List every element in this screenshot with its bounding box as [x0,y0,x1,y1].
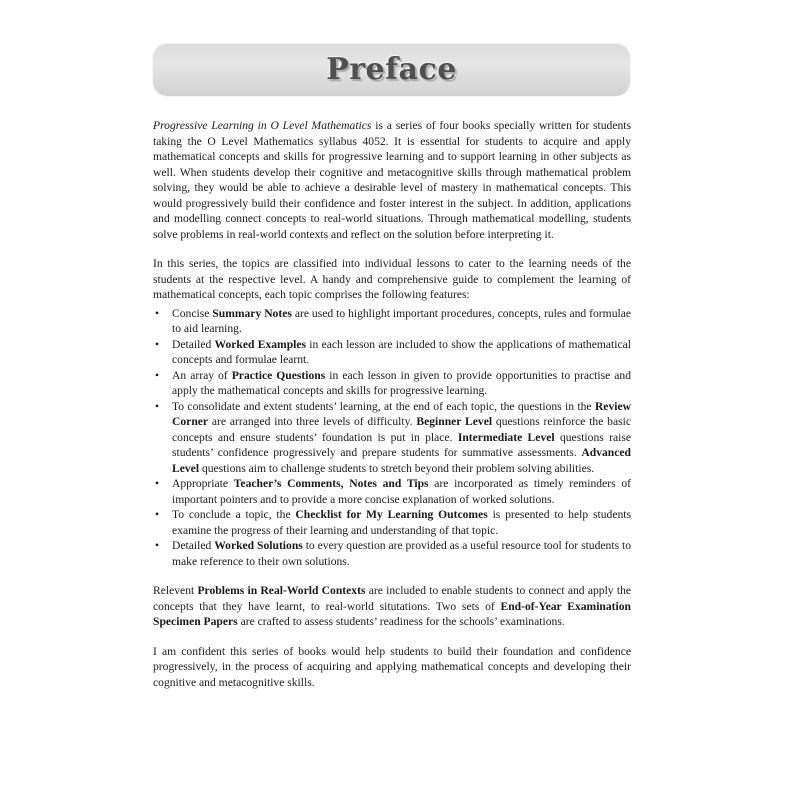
paragraph-text: are included to enable students to connect and apply the concepts that they have learnt, to real-world situtations. Two sets of [153,584,632,613]
feature-bold: Worked Solutions [214,539,303,552]
feature-text: to every question are provided as a useful resource tool for students to make reference to their own solutions. [172,539,632,568]
paragraph-text: Relevent [153,584,198,597]
list-item [153,368,631,399]
feature-text: in each lesson in given to provide opportunities to practise and apply the mathematical concepts and skills for progressive learning. [172,368,631,397]
intro-text: is a series of four books specially written for students taking the O Level Mathematics syllabus 4052. It is essential for students to acquire and apply mathematical concepts and skills for progressive learning and to support learning in other subjects as well. When students develop their cognitive and metacognitive skills through mathematical problem solving, they would be able to achieve a desirable level of mastery in mathematical concepts. This would progressively build their confidence and foster interest in the subject. In addition, applications and modelling connect concepts to real-world situations. Through mathematical modelling, students solve problems in real-world contexts and reflect on the solution before interpreting it. [153,119,632,241]
feature-bold: Checklist for My Learning Outcomes [295,508,488,521]
feature-text: To conclude a topic, the [172,508,296,521]
paragraph-bold: End-of-Year Examination Specimen Papers [153,599,631,628]
feature-text: questions reinforce the basic concepts and ensure students’ foundation is put in place. [172,415,632,444]
feature-text: are used to highlight important procedures, concepts, rules and formulae to aid learning. [172,306,631,335]
feature-bold: Worked Examples [214,337,307,351]
list-item [153,306,631,337]
feature-bold: Teacher’s Comments, Notes and Tips [233,477,429,490]
feature-text: Concise [172,306,213,320]
feature-text: Detailed [172,337,215,351]
list-item [153,538,631,569]
feature-bold: Beginner Level [416,415,493,428]
title-banner [153,43,630,95]
feature-bold: Summary Notes [212,306,292,320]
real-world-paragraph [153,583,631,630]
feature-text: An array of [172,368,232,382]
book-title: Progressive Learning in O Level Mathematics [153,119,372,132]
paragraph-text: are crafted to assess students’ readiness for the schools’ examinations. [237,615,565,628]
feature-text: To consolidate and extent students’ learning, at the end of each topic, the questions in the [172,399,595,413]
list-item [153,337,631,368]
feature-text: Appropriate [172,477,234,490]
feature-text: are incorporated as timely reminders of important pointers and to provide a more concise explanation of worked solutions. [172,477,631,506]
series-paragraph: In this series, the topics are classified into individual lessons to cater to the learning needs of the students at the respective level. A handy and comprehensive guide to complement the learning of mathematical concepts, each topic comprises the following features: [153,257,631,301]
list-item [153,507,631,538]
list-item [153,399,631,477]
feature-text: questions aim to challenge students to stretch beyond their problem solving abilities. [199,461,595,475]
paragraph-bold: Problems in Real-World Contexts [197,584,366,597]
feature-bold: Review Corner [172,399,631,428]
feature-bold: Intermediate Level [457,430,555,444]
feature-text: Detailed [172,539,215,552]
list-item [153,476,631,507]
feature-text: questions raise students’ confidence progressively and prepare students for summative assessments. [172,430,631,459]
intro-paragraph [153,118,631,242]
feature-bold: Advanced Level [172,446,631,475]
feature-text: in each lesson are included to show the applications of mathematical concepts and formulae learnt. [172,337,631,366]
feature-text: is presented to help students examine the progress of their learning and understanding of that topic. [172,508,631,537]
closing-paragraph: I am confident this series of books would help students to build their foundation and confidence progressively, in the process of acquiring and applying mathematical concepts and developing their cognitive and metacognitive skills. [153,644,631,689]
preface-body [153,118,631,704]
feature-bold: Practice Questions [231,368,326,382]
page-title: Preface [326,51,457,87]
feature-text: are arranged into three levels of difficulty. [208,415,417,428]
features-list [153,306,631,570]
